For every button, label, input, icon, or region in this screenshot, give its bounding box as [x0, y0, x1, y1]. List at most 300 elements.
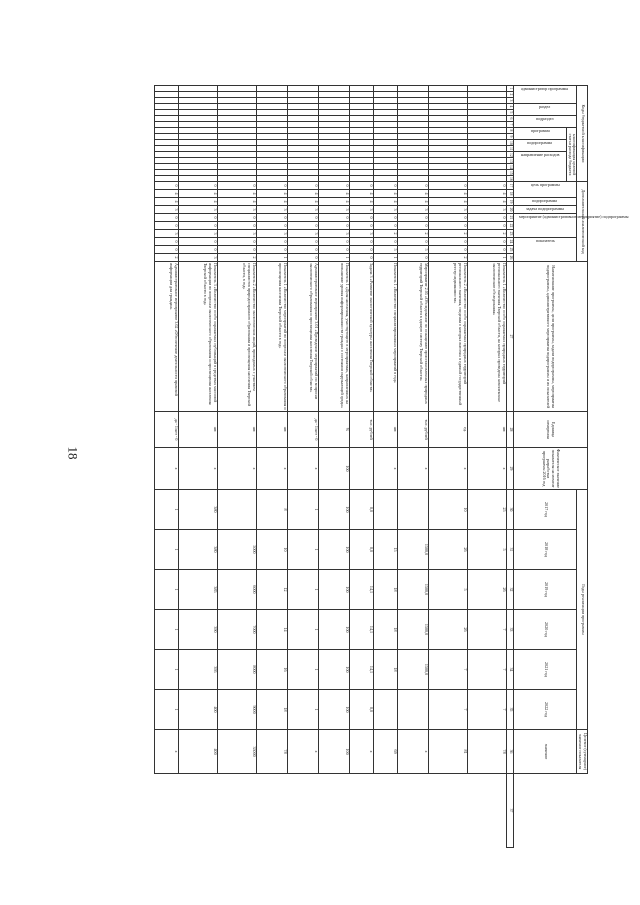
column-number-cell: 8: [506, 128, 513, 134]
year-2020-header: 2020 год: [513, 610, 577, 650]
year-2020-cell: 7: [467, 610, 506, 650]
column-number-cell: 9: [506, 134, 513, 140]
year-2018-cell: 1500,0: [397, 530, 428, 570]
code-cell: 4: [428, 198, 467, 206]
code-cell: 3: [154, 230, 178, 238]
code-cell: 5: [373, 246, 397, 254]
final-value-cell: 100: [318, 730, 349, 774]
meropriyatie-header: мероприятие (административное мероприятие) подпрограммы: [513, 214, 577, 238]
code-cell: 4: [428, 190, 467, 198]
column-number-cell: 10: [506, 140, 513, 146]
year-2022-cell: 1: [154, 690, 178, 730]
code-cell: 0: [178, 246, 217, 254]
code-cell: 4: [287, 190, 318, 198]
code-cell: 4: [178, 190, 217, 198]
column-number-cell: 16: [506, 176, 513, 182]
year-2022-cell: [397, 690, 428, 730]
table-row: [373, 86, 397, 848]
column-number-cell: 28: [506, 412, 513, 448]
code-cell: 2: [373, 230, 397, 238]
final-value-cell: 35000: [217, 730, 256, 774]
table-row: [349, 86, 373, 848]
year-2022-header: 2022 год: [513, 690, 577, 730]
name-cell: Показатель 2 «Количество особо охраняемых природных территорий регионального значения, сведения о которых внесены в единый государственный реестр недвижимости»: [428, 262, 467, 412]
year-2019-cell: 1: [287, 570, 318, 610]
code-cell: 0: [397, 182, 428, 190]
code-cell: 0: [467, 246, 506, 254]
fact-cell: х: [287, 448, 318, 490]
code-cell: 0: [256, 214, 287, 222]
year-2020-cell: 1: [287, 610, 318, 650]
final-value-cell: х: [349, 730, 373, 774]
unit-cell: %: [318, 412, 349, 448]
year-2017-cell: 25: [467, 490, 506, 530]
code-cell: 0: [217, 182, 256, 190]
column-number-cell: 37: [506, 774, 513, 848]
code-cell: 4: [217, 190, 256, 198]
code-cell: 1: [373, 254, 397, 262]
code-cell: 0: [256, 182, 287, 190]
year-2020-cell: 390: [178, 610, 217, 650]
page-number: 18: [65, 446, 81, 460]
year-2019-cell: 5: [428, 570, 467, 610]
column-number-cell: 1: [506, 86, 513, 92]
fact-cell: х: [256, 448, 287, 490]
year-2018-cell: 5000: [217, 530, 256, 570]
code-cell: 0: [318, 222, 349, 230]
code-cell: 0: [428, 214, 467, 222]
year-2020-cell: 26: [428, 610, 467, 650]
code-cell: 4: [178, 198, 217, 206]
final-value-cell: х: [397, 730, 428, 774]
year-2017-cell: [217, 490, 256, 530]
year-2021-cell: 7: [428, 650, 467, 690]
column-number-cell: 18: [506, 190, 513, 198]
code-cell: 0: [349, 214, 373, 222]
year-2021-cell: 18: [373, 650, 397, 690]
year-2021-header: 2021 год: [513, 650, 577, 690]
year-2021-cell: 100: [318, 650, 349, 690]
code-cell: 4: [217, 198, 256, 206]
code-cell: 0: [318, 238, 349, 246]
code-cell: 0: [178, 214, 217, 222]
code-cell: 3: [349, 206, 373, 214]
code-cell: 1: [467, 254, 506, 262]
code-cell: 0: [256, 246, 287, 254]
year-2018-cell: 5: [467, 530, 506, 570]
column-number-cell: 27: [506, 262, 513, 412]
year-2021-cell: 395: [178, 650, 217, 690]
year-2017-cell: [397, 490, 428, 530]
code-cell: 0: [397, 214, 428, 222]
code-cell: 0: [256, 222, 287, 230]
code-cell: 0: [217, 246, 256, 254]
code-cell: 3: [373, 206, 397, 214]
year-2018-cell: 26: [428, 530, 467, 570]
code-cell: 4: [318, 198, 349, 206]
code-cell: 0: [373, 222, 397, 230]
name-cell: Задача 3 «Развитие экологической культуры населения Тверской области»: [349, 262, 373, 412]
code-cell: 0: [154, 222, 178, 230]
code-cell: 4: [287, 198, 318, 206]
final-value-cell: 78: [256, 730, 287, 774]
code-cell: 1: [256, 254, 287, 262]
year-2018-cell: 10: [256, 530, 287, 570]
year-2018-cell: 0,0: [349, 530, 373, 570]
year-2020-cell: 7000: [217, 610, 256, 650]
year-2020-cell: 14,1: [349, 610, 373, 650]
name-cell: Административное мероприятие 3.01 «Проведение мероприятий по вопросам экологического образования и просвещения населения Тверской области»: [287, 262, 318, 412]
column-number-cell: 31: [506, 530, 513, 570]
cel-header: цель программы: [513, 182, 577, 198]
column-number-cell: 22: [506, 222, 513, 230]
final-value-cell: х: [154, 730, 178, 774]
code-cell: 3: [428, 206, 467, 214]
table-row: [154, 86, 178, 848]
code-cell: 0: [178, 238, 217, 246]
year-2020-cell: 18: [373, 610, 397, 650]
year-2019-cell: 18: [373, 570, 397, 610]
unit-cell: ед.: [428, 412, 467, 448]
column-number-cell: 35: [506, 690, 513, 730]
code-cell: 0: [467, 182, 506, 190]
podprogr-code-header: подпрограмма: [513, 198, 577, 206]
code-cell: 0: [373, 182, 397, 190]
column-number-cell: 12: [506, 152, 513, 158]
code-cell: 0: [428, 238, 467, 246]
code-cell: 3: [256, 206, 287, 214]
year-2019-cell: 385: [178, 570, 217, 610]
column-number-cell: 20: [506, 206, 513, 214]
year-2017-cell: 8: [256, 490, 287, 530]
column-numbers-row: [506, 86, 513, 848]
column-number-cell: 34: [506, 650, 513, 690]
additional-code-header: Дополнительный аналитический код: [577, 182, 588, 262]
column-number-cell: 17: [506, 182, 513, 190]
column-number-cell: 26: [506, 254, 513, 262]
year-2021-cell: 7: [467, 650, 506, 690]
unit-cell: шт.: [256, 412, 287, 448]
final-group-header: Целевое (суммарное) значение показателя: [577, 730, 588, 774]
code-cell: 0: [287, 182, 318, 190]
code-cell: 0: [373, 238, 397, 246]
fact-column-header: Фактическое значение показателя на момент разработки программы 2016 год: [513, 448, 587, 490]
year-2021-cell: 14,1: [349, 650, 373, 690]
unit-cell: да - 1/нет - 0: [287, 412, 318, 448]
podrazdel-header: подраздел: [513, 116, 577, 128]
code-cell: 0: [428, 246, 467, 254]
code-cell: 0: [217, 238, 256, 246]
year-2021-cell: 16: [256, 650, 287, 690]
code-cell: 2: [154, 254, 178, 262]
code-cell: 3: [318, 206, 349, 214]
year-2017-cell: 380: [178, 490, 217, 530]
code-cell: 4: [467, 198, 506, 206]
year-2017-cell: [373, 490, 397, 530]
year-2021-cell: 1500,0: [397, 650, 428, 690]
year-2021-cell: 8000: [217, 650, 256, 690]
code-cell: 0: [256, 238, 287, 246]
year-2022-cell: 9000: [217, 690, 256, 730]
name-cell: Показатель 1 «Доля населения, участвующего в мероприятиях, направленных на повышение уровня информированности граждан о состоянии окружающей среды»: [318, 262, 349, 412]
code-cell: 0: [178, 182, 217, 190]
code-cell: 2: [428, 254, 467, 262]
code-cell: 0: [287, 214, 318, 222]
unit-cell: шт.: [373, 412, 397, 448]
code-cell: 0: [287, 254, 318, 262]
column-number-cell: 13: [506, 158, 513, 164]
unit-cell: тыс. рублей: [349, 412, 373, 448]
unit-cell: тыс. рублей: [397, 412, 428, 448]
admin-header: администратор программы: [513, 86, 577, 104]
code-cell: 4: [373, 198, 397, 206]
code-cell: 0: [154, 246, 178, 254]
code-cell: 0: [318, 214, 349, 222]
code-cell: 0: [349, 246, 373, 254]
year-2018-cell: 100: [318, 530, 349, 570]
code-cell: 3: [178, 206, 217, 214]
zadacha-header: задача подпрограммы: [513, 206, 577, 214]
year-2017-cell: 100: [318, 490, 349, 530]
fact-cell: х: [397, 448, 428, 490]
year-2017-header: 2017 год: [513, 490, 577, 530]
code-cell: 0: [467, 238, 506, 246]
year-2020-cell: 1: [154, 610, 178, 650]
column-number-cell: 29: [506, 448, 513, 490]
column-number-cell: 36: [506, 730, 513, 774]
year-2020-cell: 100: [318, 610, 349, 650]
final-value-cell: 81: [428, 730, 467, 774]
year-2022-cell: 0,0: [349, 690, 373, 730]
unit-cell: шт.: [217, 412, 256, 448]
code-cell: 3: [287, 206, 318, 214]
code-cell: 4: [256, 198, 287, 206]
code-cell: 4: [349, 190, 373, 198]
code-cell: 3: [287, 230, 318, 238]
code-cell: 3: [178, 254, 217, 262]
header-row-1: [577, 86, 588, 848]
year-2017-cell: 1: [154, 490, 178, 530]
code-cell: 3: [217, 230, 256, 238]
code-cell: 0: [318, 182, 349, 190]
table-row: [287, 86, 318, 848]
column-number-cell: 6: [506, 116, 513, 122]
table-row: [217, 86, 256, 848]
fact-cell: х: [467, 448, 506, 490]
code-cell: 0: [397, 238, 428, 246]
table-row: [428, 86, 467, 848]
column-number-cell: 14: [506, 164, 513, 170]
year-2022-cell: 400: [178, 690, 217, 730]
code-cell: 3: [318, 230, 349, 238]
code-cell: 3: [349, 230, 373, 238]
unit-column-header: Единица измерения: [513, 412, 587, 448]
column-number-cell: 11: [506, 146, 513, 152]
code-cell: 2: [397, 230, 428, 238]
column-number-cell: 32: [506, 570, 513, 610]
column-number-cell: 30: [506, 490, 513, 530]
year-2018-cell: 15: [373, 530, 397, 570]
column-number-cell: 3: [506, 98, 513, 104]
column-number-cell: 4: [506, 104, 513, 110]
column-number-cell: 33: [506, 610, 513, 650]
year-2018-cell: 380: [178, 530, 217, 570]
code-cell: 3: [217, 206, 256, 214]
code-cell: 0: [428, 182, 467, 190]
year-2018-header: 2018 год: [513, 530, 577, 570]
years-group-header: Годы реализации программы: [577, 490, 588, 730]
year-2017-cell: 1: [287, 490, 318, 530]
fact-cell: 100: [318, 448, 349, 490]
podprogramma-header: подпрограмма: [513, 140, 566, 152]
name-column-header: Наименование программы, цели программы, задачи подпрограммы, мероприятия подпрограммы, административного мероприятия подпрограммы и их показателей: [513, 262, 587, 412]
code-cell: 3: [467, 206, 506, 214]
code-cell: 0: [154, 238, 178, 246]
code-cell: 0: [349, 254, 373, 262]
year-2020-cell: 1500,0: [397, 610, 428, 650]
programma-header: программа: [513, 128, 566, 140]
table-row: [256, 86, 287, 848]
code-cell: 5: [397, 246, 428, 254]
table-row: [397, 86, 428, 848]
name-cell: Показатель 3 «Количество особо охраняемых публикаций в средствах массовой информации по вопросам экологического образования и просвещения населения Тверской области в год»: [178, 262, 217, 412]
year-2019-cell: 6000: [217, 570, 256, 610]
napravlenie-header: направление расходов: [513, 152, 566, 182]
celevaya-group-header: классификация целевой статьи расхода бюджета: [566, 128, 577, 182]
fact-cell: [349, 448, 373, 490]
fact-cell: х: [217, 448, 256, 490]
code-cell: 0: [373, 214, 397, 222]
unit-cell: шт.: [467, 412, 506, 448]
year-2018-cell: 1: [154, 530, 178, 570]
code-cell: 0: [349, 238, 373, 246]
code-cell: 2: [467, 230, 506, 238]
column-number-cell: 15: [506, 170, 513, 176]
code-cell: 0: [287, 246, 318, 254]
column-number-cell: 24: [506, 238, 513, 246]
name-cell: Показатель 1 «Количество особо охраняемых природных территорий регионального значения Тверской области, на которых проведены комплексные экологические обследования»: [467, 262, 506, 412]
column-number-cell: 5: [506, 110, 513, 116]
table-row: [467, 86, 506, 848]
year-2019-header: 2019 год: [513, 570, 577, 610]
code-cell: 0: [349, 222, 373, 230]
year-2022-cell: 7: [467, 690, 506, 730]
year-2022-cell: 100: [318, 690, 349, 730]
code-cell: 4: [467, 190, 506, 198]
codes-group-header: Коды бюджетной классификации: [577, 86, 588, 182]
year-2021-cell: 1: [154, 650, 178, 690]
name-cell: Административное мероприятие 3.02 «Обеспечение деятельности правовой информации для граждан»: [154, 262, 178, 412]
final-value-cell: 78: [467, 730, 506, 774]
code-cell: 0: [467, 214, 506, 222]
znachenie-header: значение: [513, 730, 577, 774]
code-cell: 4: [154, 190, 178, 198]
fact-cell: х: [428, 448, 467, 490]
year-2019-cell: 12: [256, 570, 287, 610]
table-row: [178, 86, 217, 848]
code-cell: 2: [217, 254, 256, 262]
code-cell: 3: [178, 230, 217, 238]
code-cell: 0: [154, 214, 178, 222]
table-row: [318, 86, 349, 848]
final-value-cell: 69: [373, 730, 397, 774]
code-cell: 1: [318, 254, 349, 262]
code-cell: 0: [318, 246, 349, 254]
column-number-cell: 2: [506, 92, 513, 98]
column-number-cell: 23: [506, 230, 513, 238]
razdel-header: раздел: [513, 104, 577, 116]
code-cell: 4: [373, 190, 397, 198]
year-2022-cell: 18: [256, 690, 287, 730]
year-2021-cell: 1: [287, 650, 318, 690]
year-2019-cell: 26: [467, 570, 506, 610]
code-cell: 0: [154, 182, 178, 190]
year-2019-cell: 1: [154, 570, 178, 610]
final-value-cell: 400: [178, 730, 217, 774]
unit-cell: да - 1/нет - 0: [154, 412, 178, 448]
unit-cell: шт.: [178, 412, 217, 448]
code-cell: 3: [397, 206, 428, 214]
table-body: [154, 86, 506, 848]
code-cell: 0: [467, 222, 506, 230]
column-number-cell: 25: [506, 246, 513, 254]
name-cell: Показатель 1 «Количество мероприятий по вопросам экологического образования и просвещения населения Тверской области в год»: [256, 262, 287, 412]
code-cell: 0: [397, 254, 428, 262]
name-cell: Показатель 2 «Количество экологических акций, проводимых с участием специалистов природоохранного образования и просвещения населения Тверской области, в год»: [217, 262, 256, 412]
code-cell: 0: [178, 222, 217, 230]
code-cell: 4: [154, 198, 178, 206]
code-cell: 0: [397, 222, 428, 230]
year-2018-cell: 1: [287, 530, 318, 570]
code-cell: 4: [318, 190, 349, 198]
rotated-table-frame: [90, 85, 629, 848]
code-cell: 0: [428, 222, 467, 230]
code-cell: 4: [256, 190, 287, 198]
year-2022-cell: [373, 690, 397, 730]
fact-cell: х: [178, 448, 217, 490]
code-cell: 0: [349, 182, 373, 190]
year-2019-cell: 1500,0: [397, 570, 428, 610]
table-rotation-wrapper: [90, 85, 629, 848]
final-value-cell: х: [287, 730, 318, 774]
year-2022-cell: 1: [287, 690, 318, 730]
year-2020-cell: 14: [256, 610, 287, 650]
code-cell: 0: [287, 222, 318, 230]
year-2017-cell: 0,0: [349, 490, 373, 530]
pokazatel-header: показатель: [513, 238, 577, 262]
column-number-cell: 21: [506, 214, 513, 222]
column-number-cell: 7: [506, 122, 513, 128]
column-number-cell: 19: [506, 198, 513, 206]
code-cell: 0: [217, 214, 256, 222]
fact-cell: х: [373, 448, 397, 490]
code-cell: 0: [287, 238, 318, 246]
name-cell: Показатель 1 «Количество специализированных мероприятий в год»: [373, 262, 397, 412]
year-2022-cell: 7: [428, 690, 467, 730]
year-2017-cell: 10: [428, 490, 467, 530]
code-cell: 4: [397, 198, 428, 206]
name-cell: Мероприятие 2.05 «Обследование по оснащению приостановленных природных территорий Тверской области в единую систему Тверской области»: [397, 262, 428, 412]
code-cell: 2: [428, 230, 467, 238]
program-indicators-table: [154, 85, 629, 848]
code-cell: 4: [397, 190, 428, 198]
code-cell: 4: [349, 198, 373, 206]
code-cell: 0: [217, 222, 256, 230]
code-cell: 3: [256, 230, 287, 238]
year-2019-cell: 100: [318, 570, 349, 610]
year-2019-cell: 14,1: [349, 570, 373, 610]
fact-cell: х: [154, 448, 178, 490]
